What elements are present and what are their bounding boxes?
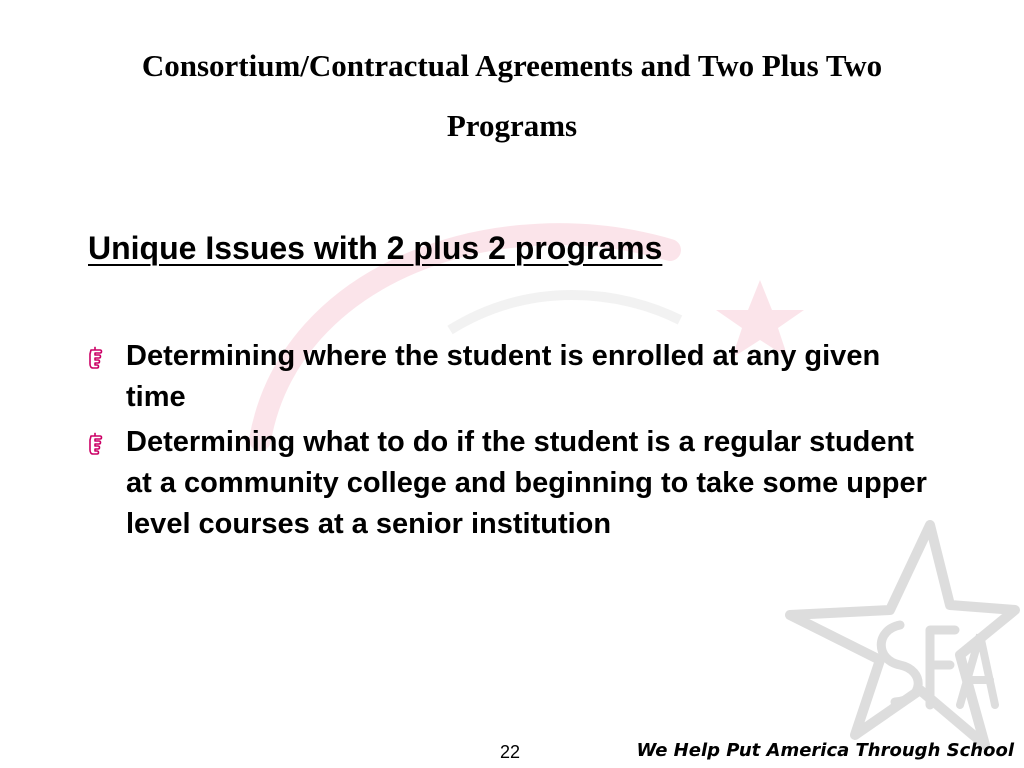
bullet-text: Determining where the student is enrolled at any given time bbox=[126, 340, 881, 413]
bullet-item bbox=[88, 422, 948, 545]
slide-title-line-2: Programs bbox=[446, 108, 578, 143]
section-subheading: Unique Issues with 2 plus 2 programs bbox=[88, 230, 663, 266]
footer-tagline: We Help Put America Through School bbox=[636, 740, 1014, 761]
pointing-hand-icon bbox=[88, 346, 126, 372]
slide-title bbox=[40, 36, 984, 156]
page-number: 22 bbox=[500, 742, 521, 762]
sfa-star-logo bbox=[780, 520, 1020, 750]
slide-title-line-1: Consortium/Contractual Agreements and Two Plus Two bbox=[141, 48, 883, 83]
pointing-hand-icon bbox=[88, 432, 126, 458]
bullet-item bbox=[88, 336, 948, 418]
bullet-text: Determining what to do if the student is a regular student at a community college and beginning to take some upper level courses at a senior institution bbox=[126, 426, 927, 540]
bullet-list bbox=[88, 336, 948, 549]
